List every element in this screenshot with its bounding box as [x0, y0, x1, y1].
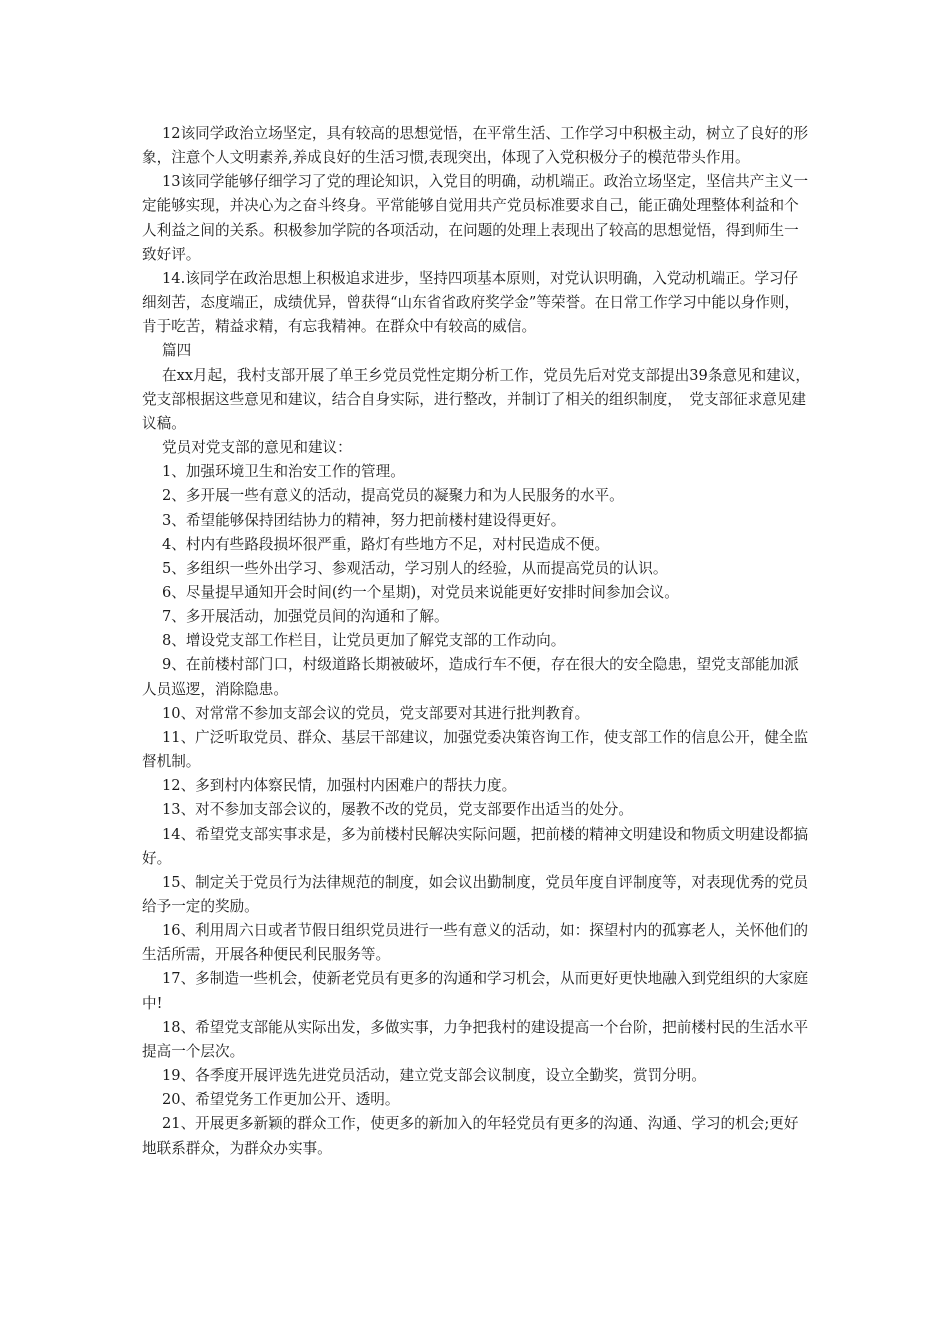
list-item: 1、加强环境卫生和治安工作的管理。: [162, 463, 405, 481]
list-item: 15、制定关于党员行为法律规范的制度，如会议出勤制度，党员年度自评制度等，对表现优秀的党员给予一定的奖励。: [142, 873, 809, 915]
paragraph: 14.该同学在政治思想上积极追求进步，坚持四项基本原则，对党认识明确，入党动机端正。学习仔细刻苦，态度端正，成绩优异，曾获得“山东省省政府奖学金”等荣誉。在日常工作学习中能以身作则，肯于吃苦，精益求精，有忘我精神。在群众中有较高的威信。: [142, 269, 800, 336]
list-item: 19、各季度开展评选先进党员活动，建立党支部会议制度，设立全勤奖，赏罚分明。: [162, 1067, 706, 1085]
list-item: 16、利用周六日或者节假日组织党员进行一些有意义的活动，如：探望村内的孤寡老人，关怀他们的生活所需，开展各种便民利民服务等。: [142, 922, 809, 964]
section-heading: 篇四: [162, 342, 192, 360]
list-item: 21、开展更多新颖的群众工作，使更多的新加入的年轻党员有更多的沟通、沟通、学习的机会;更好地联系群众，为群众办实事。: [142, 1115, 799, 1157]
paragraph: 12该同学政治立场坚定，具有较高的思想觉悟，在平常生活、工作学习中积极主动，树立了良好的形象，注意个人文明素养,养成良好的生活习惯,表现突出，体现了入党积极分子的模范带头作用。: [142, 125, 809, 167]
list-item: 9、在前楼村部门口，村级道路长期被破坏，造成行车不便，存在很大的安全隐患，望党支部能加派人员巡逻，消除隐患。: [142, 656, 799, 698]
list-item: 8、增设党支部工作栏目，让党员更加了解党支部的工作动向。: [162, 632, 566, 650]
list-item: 11、广泛听取党员、群众、基层干部建议，加强党委决策咨询工作，使支部工作的信息公开，健全监督机制。: [142, 728, 809, 771]
list-item: 3、希望能够保持团结协力的精神，努力把前楼村建设得更好。: [162, 511, 566, 529]
list-item: 5、多组织一些外出学习、参观活动，学习别人的经验，从而提高党员的认识。: [162, 559, 668, 577]
list-item: 4、村内有些路段损坏很严重，路灯有些地方不足，对村民造成不便。: [162, 535, 610, 553]
list-item: 10、对常常不参加支部会议的党员，党支部要对其进行批判教育。: [162, 704, 590, 722]
list-item: 14、希望党支部实事求是，多为前楼村民解决实际问题，把前楼的精神文明建设和物质文明建设都搞好。: [142, 825, 809, 867]
list-item: 20、希望党务工作更加公开、透明。: [162, 1091, 400, 1109]
paragraph: 13该同学能够仔细学习了党的理论知识，入党目的明确，动机端正。政治立场坚定，坚信共产主义一定能够实现，并决心为之奋斗终身。平常能够自觉用共产党员标准要求自己，能正确处理整体利益和个人利益之间的关系。积极参加学院的各项活动，在问题的处理上表现出了较高的思想觉悟，得到师生一致好评。: [142, 173, 809, 263]
list-item: 13、对不参加支部会议的，屡教不改的党员，党支部要作出适当的处分。: [162, 801, 633, 819]
list-heading: 党员对党支部的意见和建议：: [162, 439, 352, 457]
list-item: 7、多开展活动，加强党员间的沟通和了解。: [162, 608, 449, 626]
list-item: 6、尽量提早通知开会时间(约一个星期)，对党员来说能更好安排时间参加会议。: [162, 583, 679, 601]
paragraph: 在xx月起，我村支部开展了单王乡党员党性定期分析工作，党员先后对党支部提出39条意见和建议，党支部根据这些意见和建议，结合自身实际，进行整改，并制订了相关的组织制度， 党支部征求意见建议稿。: [142, 366, 810, 432]
list-item: 18、希望党支部能从实际出发，多做实事，力争把我村的建设提高一个台阶，把前楼村民的生活水平提高一个层次。: [142, 1018, 809, 1060]
document-body: [142, 122, 810, 1161]
list-item: 17、多制造一些机会，使新老党员有更多的沟通和学习机会，从而更好更快地融入到党组织的大家庭中!: [142, 970, 809, 1012]
list-item: 12、多到村内体察民情，加强村内困难户的帮扶力度。: [162, 777, 517, 795]
list-item: 2、多开展一些有意义的活动，提高党员的凝聚力和为人民服务的水平。: [162, 487, 624, 505]
